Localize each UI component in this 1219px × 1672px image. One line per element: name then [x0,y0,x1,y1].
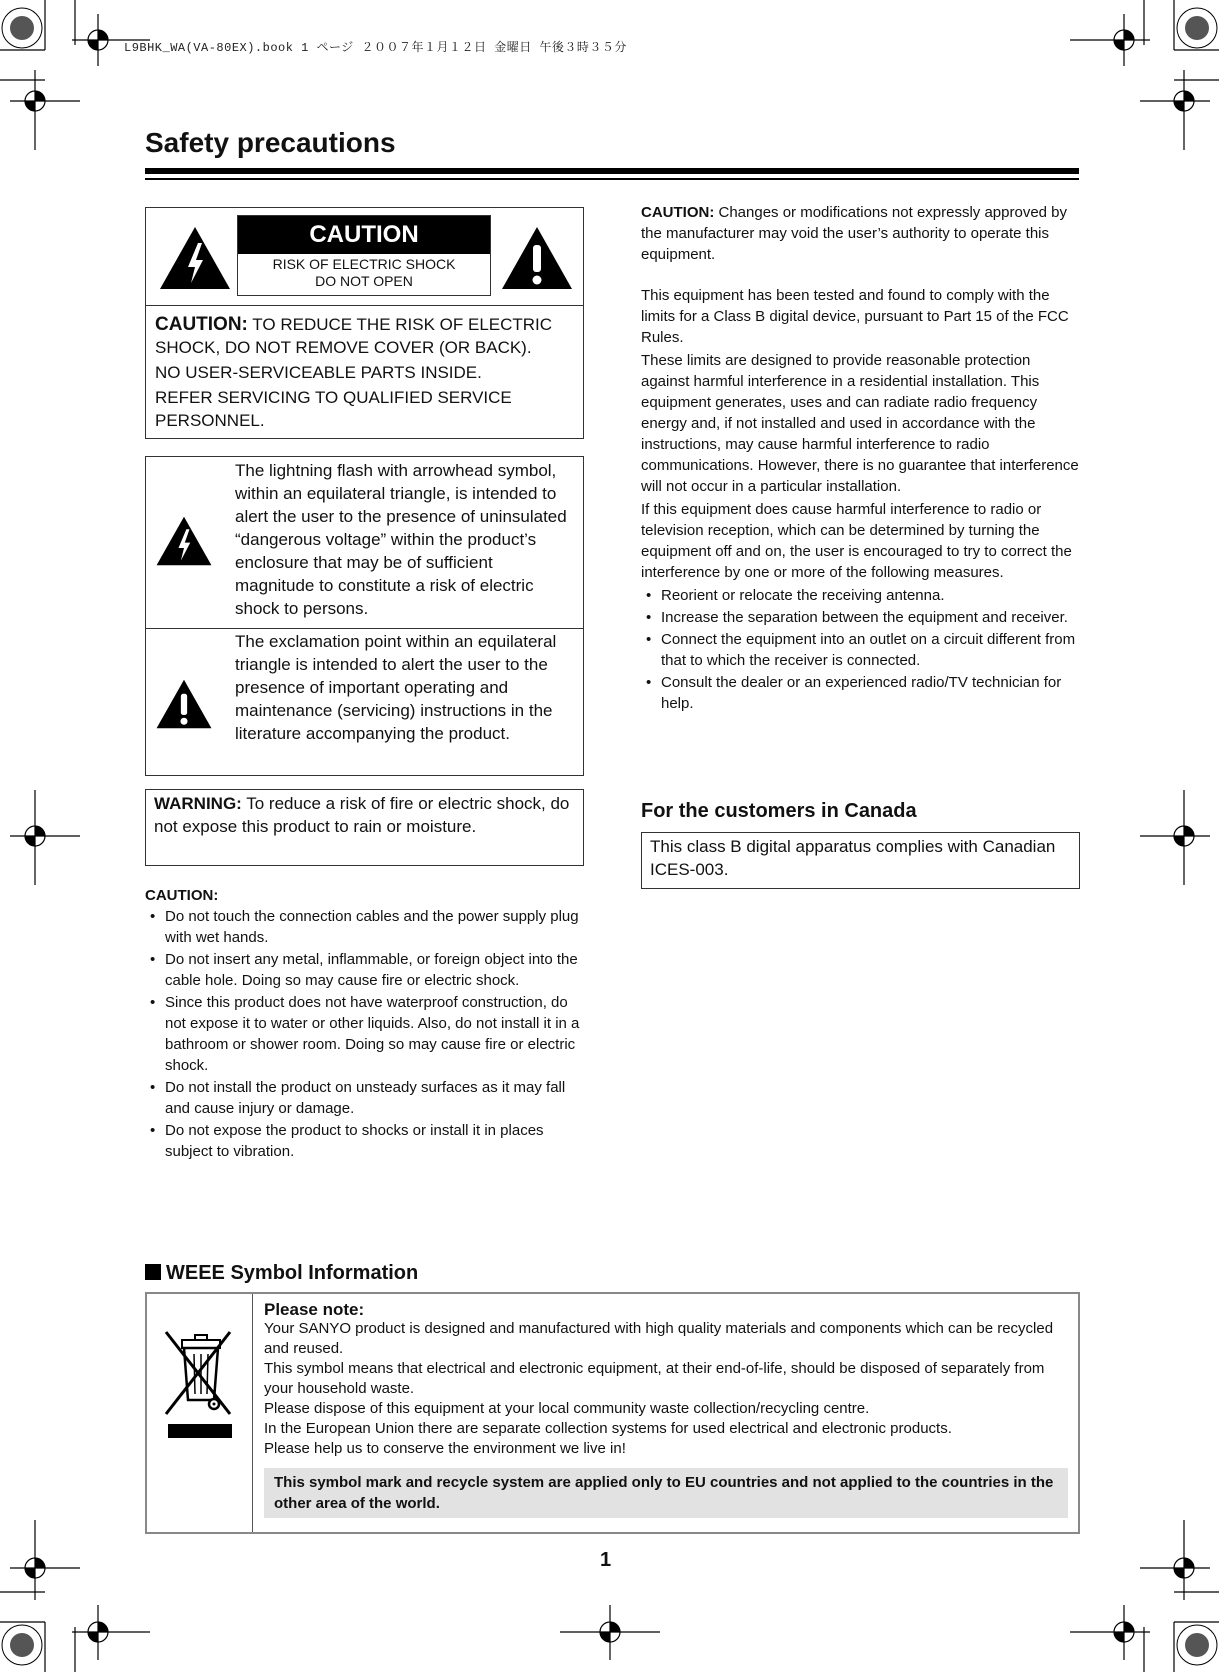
warning-bold: WARNING: [154,794,242,813]
caution-line-3: REFER SERVICING TO QUALIFIED SERVICE PERSONNEL. [155,388,512,430]
lightning-triangle-icon [158,225,232,291]
print-header: L9BHK_WA(VA-80EX).book 1 ページ ２００７年１月１２日 金曜日 午後３時３５分 [124,41,627,55]
modification-caution [641,202,1079,265]
weee-paragraph-2: This symbol means that electrical and electronic equipment, at their end-of-life, should be disposed of separately from your household waste. [264,1360,1045,1397]
fcc-paragraph-3: If this equipment does cause harmful interference to radio or television reception, which can be determined by turning the equipment off and on, the user is encouraged to try to correct the interference by one or more of the following measures. [641,501,1072,581]
caution-box [145,207,584,439]
title-rule-thin [145,178,1079,180]
weee-paragraph-4: In the European Union there are separate collection systems for used electrical and electronic products. [264,1420,952,1437]
weee-note-bar: This symbol mark and recycle system are applied only to EU countries and not applied to the countries in the other area of the world. [264,1468,1068,1518]
weee-paragraph-3: Please dispose of this equipment at your local community waste collection/recycling centre. [264,1400,870,1417]
list-item: • Do not insert any metal, inflammable, or foreign object into the cable hole. Doing so may cause fire or electric shock. [145,949,585,991]
risk-line-1: RISK OF ELECTRIC SHOCK [272,256,456,272]
caution-line-2: NO USER-SERVICEABLE PARTS INSIDE. [155,363,482,382]
list-item: • Reorient or relocate the receiving antenna. [641,585,1079,606]
please-note-heading: Please note: [264,1300,365,1319]
caution-box-statement [155,313,575,359]
page-number: 1 [600,1549,612,1571]
canada-box: This class B digital apparatus complies with Canadian ICES-003. [641,832,1080,889]
canada-heading: For the customers in Canada [641,800,917,822]
weee-heading-row [145,1262,418,1285]
list-item: • Increase the separation between the equipment and receiver. [641,607,1079,628]
interference-measures-list [641,585,1079,714]
weee-heading: WEEE Symbol Information [166,1262,419,1284]
weee-paragraph-1: Your SANYO product is designed and manufactured with high quality materials and components which can be recycled and reused. [264,1320,1054,1357]
list-item: • Connect the equipment into an outlet on a circuit different from that to which the receiver is connected. [641,629,1079,671]
symbol-table [145,456,584,776]
caution-symbol-row [146,208,583,306]
caution-list [145,906,585,1162]
lightning-triangle-icon [155,515,213,567]
lightning-explanation: The lightning flash with arrowhead symbol, within an equilateral triangle, is intended to alert the user to the presence of uninsulated “dangerous voltage” within the product’s enclosure that may be of sufficient magnitude to constitute a risk of electric shock to persons. [235,461,567,618]
warning-box [145,789,584,866]
right-column [641,202,1079,715]
weee-black-bar [168,1424,232,1438]
exclamation-triangle-icon [500,225,574,291]
warning-text: To reduce a risk of fire or electric shock, do not expose this product to rain or moisture. [154,794,570,836]
list-item: • Do not touch the connection cables and the power supply plug with wet hands. [145,906,585,948]
exclamation-explanation: The exclamation point within an equilateral triangle is intended to alert the user to the presence of important operating and maintenance (servicing) instructions in the literature accompanying the product. [235,632,557,743]
symbol-row-lightning [146,457,583,629]
page-title: Safety precautions [145,127,396,158]
crossed-bin-icon [162,1324,237,1424]
square-bullet-icon [145,1264,161,1280]
caution-bold: CAUTION: [155,314,248,335]
caution-label-panel [237,215,491,296]
caution-statement: TO REDUCE THE RISK OF ELECTRIC SHOCK, DO NOT REMOVE COVER (OR BACK). [155,315,553,357]
modification-caution-text: Changes or modifications not expressly approved by the manufacturer may void the user’s authority to operate this equipment. [641,204,1068,263]
fcc-paragraph-2: These limits are designed to provide reasonable protection against harmful interference in a residential installation. This equipment generates, uses and can radiate radio frequency energy and, if not installed and used in accordance with the instructions, may cause harmful interference to radio communications. However, there is no guarantee that interference will not occur in a particular installation. [641,352,1079,495]
risk-line-2: DO NOT OPEN [315,273,413,289]
caution-list-section [145,885,585,1163]
list-item: • Since this product does not have waterproof construction, do not expose it to water or other liquids. Also, do not install it in a bathroom or shower room. Doing so may cause fire or electric shock. [145,992,585,1076]
caution-box-text [155,313,575,432]
title-rule-thick [145,168,1079,174]
fcc-paragraph-1: This equipment has been tested and found to comply with the limits for a Class B digital device, pursuant to Part 15 of the FCC Rules. [641,287,1069,346]
weee-paragraph-5: Please help us to conserve the environment we live in! [264,1440,626,1457]
weee-text-cell [264,1300,1070,1518]
list-item: • Consult the dealer or an experienced radio/TV technician for help. [641,672,1079,714]
modification-caution-bold: CAUTION: [641,204,715,221]
exclamation-triangle-icon [155,678,213,730]
weee-symbol-cell [147,1294,253,1532]
caution-label: CAUTION [238,216,490,254]
list-item: • Do not expose the product to shocks or install it in places subject to vibration. [145,1120,585,1162]
weee-table [145,1292,1080,1534]
symbol-row-exclamation [146,628,583,775]
caution-list-heading: CAUTION: [145,887,219,904]
list-item: • Do not install the product on unsteady surfaces as it may fall and cause injury or damage. [145,1077,585,1119]
